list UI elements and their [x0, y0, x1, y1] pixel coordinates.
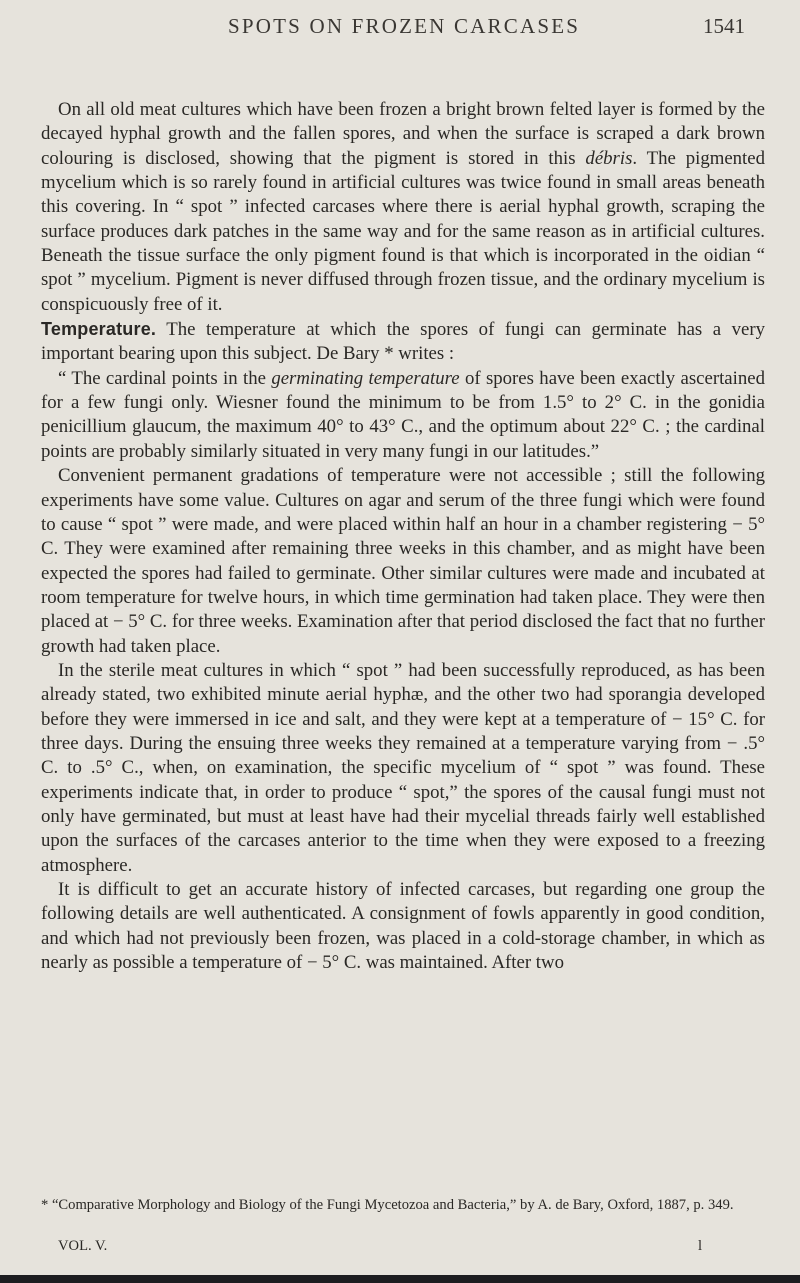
- paragraph-pigment: [41, 98, 765, 317]
- paragraph-meat-cultures: In the sterile meat cultures in which “ spot ” had been successfully reproduced, as has been already stated, two exhibited minute aerial hyphæ, and the other two had sporangia developed before they were immersed in ice and salt, and they were kept at a temperature of − 15° C. for three days. During the ensuing three weeks they remained at a temperature varying from − .5° C. to .5° C., when, on examination, the specific mycelium of “ spot ” was found. These experiments indicate that, in order to produce “ spot,” the spores of the causal fungi must not only have germinated, but must at least have had their mycelial threads fairly well established upon the surfaces of the carcases anterior to the time when they were exposed to a freezing atmosphere.: [41, 659, 765, 876]
- signature-line: [58, 1238, 758, 1258]
- quotation-part-a: “ The cardinal points in the: [58, 367, 272, 389]
- signature-mark: l: [698, 1238, 703, 1254]
- germinating-temperature-italic: germinating temperature: [271, 367, 460, 389]
- quotation-de-bary: [41, 367, 765, 464]
- running-title: SPOTS ON FROZEN CARCASES: [228, 14, 581, 38]
- scan-edge: [0, 1275, 800, 1283]
- sidehead-temperature: Temperature.: [41, 319, 157, 340]
- footnote-text: * “Comparative Morphology and Biology of the Fungi Mycetozoa and Bacteria,” by A. de Bary, Oxford, 1887, p. 349.: [41, 1197, 734, 1213]
- page-number: 1541: [703, 14, 745, 38]
- body-text: [41, 98, 765, 975]
- paragraph-pigment-part-b: . The pigmented mycelium which is so rarely found in artificial cultures was twice found in small areas beneath this covering. In “ spot ” infected carcases where there is aerial hyphal growth, scraping the surface produces dark patches in the same way and for the same reason as in artificial cultures. Beneath the tissue surface the only pigment found is that which is incorporated in the oidian “ spot ” mycelium. Pigment is never diffused through frozen tissue, and the ordinary mycelium is conspicuously free of it.: [41, 147, 765, 315]
- debris-italic: débris: [585, 147, 633, 169]
- paragraph-experiments: Convenient permanent gradations of temperature were not accessible ; still the following experiments have some value. Cultures on agar and serum of the three fungi which were found to cause “ spot ” were made, and were placed within half an hour in a chamber registering − 5° C. They were examined after remaining three weeks in this chamber, and as might have been expected the spores had failed to germinate. Other similar cultures were made and incubated at room temperature for twelve hours, in which time germination had taken place. They were then placed at − 5° C. for three weeks. Examination after that period disclosed the fact that no further growth had taken place.: [41, 465, 765, 657]
- paragraph-history: It is difficult to get an accurate history of infected carcases, but regarding one group the following details are well authenticated. A consignment of fowls apparently in good condition, and which had not previously been frozen, was placed in a cold-storage chamber, in which as nearly as possible a temperature of − 5° C. was maintained. After two: [41, 879, 765, 974]
- quotation-part-b: of spores have been exactly ascertained for a few fungi only. Wiesner found the minimum to be from 1.5° to 2° C. in the gonidia penicillium glaucum, the maximum 40° to 43° C., and the optimum about 22° C. ; the cardinal points are probably similarly situated in very many fungi in our latitudes.”: [41, 367, 765, 462]
- paragraph-temperature-text: The temperature at which the spores of fungi can germinate has a very important bearing upon this subject. De Bary * writes :: [41, 319, 765, 365]
- paragraph-pigment-part-a: On all old meat cultures which have been frozen a bright brown felted layer is formed by the decayed hyphal growth and the fallen spores, and when the surface is scraped a dark brown colouring is disclosed, showing that the pigment is stored in this: [41, 99, 765, 169]
- footnote: [41, 1196, 765, 1215]
- paragraph-temperature: [41, 317, 765, 367]
- running-head: [0, 10, 800, 44]
- volume-mark: VOL. V.: [58, 1238, 108, 1254]
